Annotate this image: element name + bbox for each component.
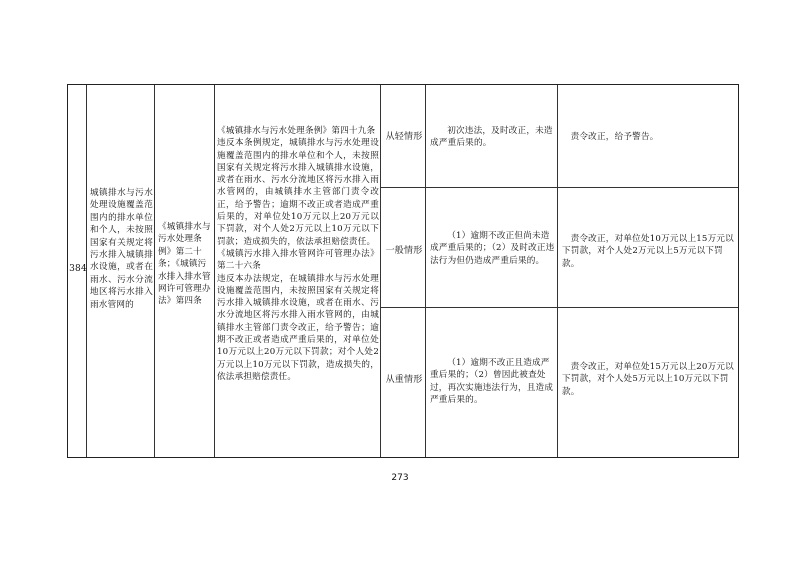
violation-item: 城镇排水与污水处理设施覆盖范围内的排水单位和个人，未按照国家有关规定将污水排入城镇排水设施，或者在雨水、污水分流地区将污水排入雨水管网的 — [90, 188, 153, 310]
tier-level-general: 一般情形 — [385, 246, 423, 256]
row-number: 384 — [69, 264, 87, 274]
page-number: 273 — [391, 473, 409, 483]
penalty-provisions: 《城镇排水与污水处理条例》第四十九条 违反本条例规定，城镇排水与污水处理设施覆盖范围内的排水单位和个人，未按照国家有关规定将污水排入城镇排水设施，或者在雨水、污水分流地区将污水排入雨水管网的，由城镇排水主管部门责令改正，给予警告；逾期不改正或者造成严重后果的，对单位处10万元以上20万元以下罚款，对个人处2万元以上10万元以下罚款；造成损失的，依法承担赔偿责任。 《城镇污水排入排水管网许可管理办法》第二十六条 违反本办法规定，在城镇排水与污水处理设施覆盖范围内，未按照国家有关规定将污水排入城镇排水设施，或者在雨水、污水分流地区将污水排入雨水管网的，由城镇排水主管部门责令改正，给予警告；逾期不改正或者造成严重后果的，对单位处10万元以上20万元以下罚款；对个人处2万元以上10万元以下罚款，造成损失的，依法承担赔偿责任。 — [217, 126, 379, 382]
tier-level-light: 从轻情形 — [385, 132, 423, 142]
legal-basis: 《城镇排水与污水处理条例》第二十条；《城镇污水排入排水管网许可管理办法》第四条 — [158, 222, 211, 307]
tier-condition-light: 初次违法，及时改正，未造成严重后果的。 — [430, 126, 553, 149]
row-divider-1 — [381, 187, 738, 188]
tier-penalty-light: 责令改正，给予警告。 — [570, 132, 659, 142]
tier-penalty-general: 责令改正，对单位处10万元以上15万元以下罚款，对个人处2万元以上5万元以下罚款。 — [562, 234, 734, 269]
tier-condition-heavy: （1）逾期不改正且造成严重后果的；（2）曾因此被查处过，再次实施违法行为，且造成严重后果的。 — [430, 358, 554, 406]
tier-level-heavy: 从重情形 — [385, 375, 423, 385]
tier-penalty-heavy: 责令改正，对单位处15万元以上20万元以下罚款，对个人处5万元以上10万元以下罚款。 — [562, 362, 734, 397]
row-divider-2 — [381, 307, 738, 308]
penalty-table — [67, 84, 739, 458]
tier-condition-general: （1）逾期不改正但尚未造成严重后果的；（2）及时改正违法行为但仍造成严重后果的。 — [430, 231, 555, 266]
